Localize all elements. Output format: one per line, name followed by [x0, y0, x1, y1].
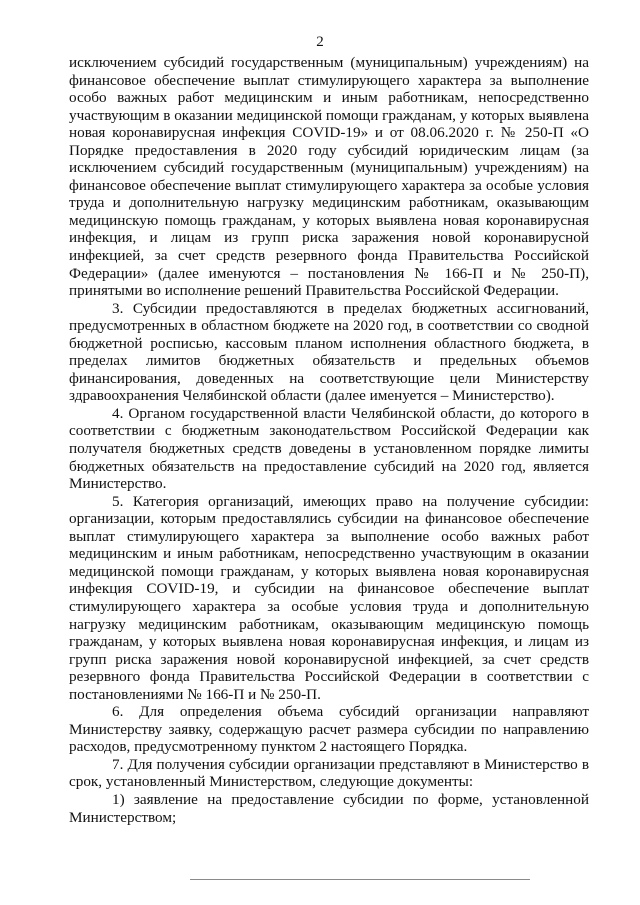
paragraph-7: 7. Для получения субсидии организации представляют в Министерство в срок, установленный Министерством, следующие документы:: [69, 755, 589, 791]
paragraph-continuation: исключением субсидий государственным (муниципальным) учреждениям) на финансовое обеспечение выплат стимулирующего характера за выполнение особо важных работ медицинским и иным работникам, непосредственно участвующим в оказании медицинской помощи гражданам, у которых выявлена новая коронавирусная инфекция COVID-19» и от 08.06.2020 г. № 250-П «О Порядке предоставления в 2020 году субсидий юридическим лицам (за исключением субсидий государственным (муниципальным) учреждениям) на финансовое обеспечение выплат стимулирующего характера за особые условия труда и дополнительную нагрузку медицинским работникам, оказывающим медицинскую помощь гражданам, у которых выявлена новая коронавирусная инфекция, и лицам из групп риска заражения новой коронавирусной инфекцией, за счет средств резервного фонда Правительства Российской Федерации» (далее именуются – постановления № 166-П и № 250-П), принятыми во исполнение решений Правительства Российской Федерации.: [69, 54, 589, 300]
paragraph-4: 4. Органом государственной власти Челябинской области, до которого в соответствии с бюджетным законодательством Российской Федерации как получателя бюджетных средств доведены в установленном порядке лимиты бюджетных обязательств на предоставление субсидий на 2020 год, является Министерство.: [69, 404, 589, 493]
paragraph-3: 3. Субсидии предоставляются в пределах бюджетных ассигнований, предусмотренных в областном бюджете на 2020 год, в соответствии со сводной бюджетной росписью, кассовым планом исполнения областного бюджета, в пределах лимитов бюджетных обязательств и предельных объемов финансирования, доведенных на соответствующие цели Министерству здравоохранения Челябинской области (далее именуется – Министерство).: [69, 299, 589, 405]
page-number: 2: [316, 34, 324, 50]
paragraph-6: 6. Для определения объема субсидий организации направляют Министерству заявку, содержащую расчет размера субсидии по направлению расходов, предусмотренному пунктом 2 настоящего Порядка.: [69, 703, 589, 756]
paragraph-5: 5. Категория организаций, имеющих право на получение субсидии: организации, которым предоставлялись субсидии на финансовое обеспечение выплат стимулирующего характера за выполнение особо важных работ медицинским и иным работникам, непосредственно участвующим в оказании медицинской помощи гражданам, у которых выявлена новая коронавирусная инфекция COVID-19, и субсидии на финансовое обеспечение выплат стимулирующего характера за особые условия труда и дополнительную нагрузку медицинским работникам, оказывающим медицинскую помощь гражданам, у которых выявлена новая коронавирусная инфекция, и лицам из групп риска заражения новой коронавирусной инфекцией, за счет средств резервного фонда Правительства Российской Федерации в соответствии с постановлениями № 166-П и № 250-П.: [69, 492, 589, 703]
document-body: [69, 54, 589, 826]
bottom-divider: [190, 879, 530, 880]
paragraph-7-item-1: 1) заявление на предоставление субсидии по форме, установленной Министерством;: [69, 790, 589, 826]
